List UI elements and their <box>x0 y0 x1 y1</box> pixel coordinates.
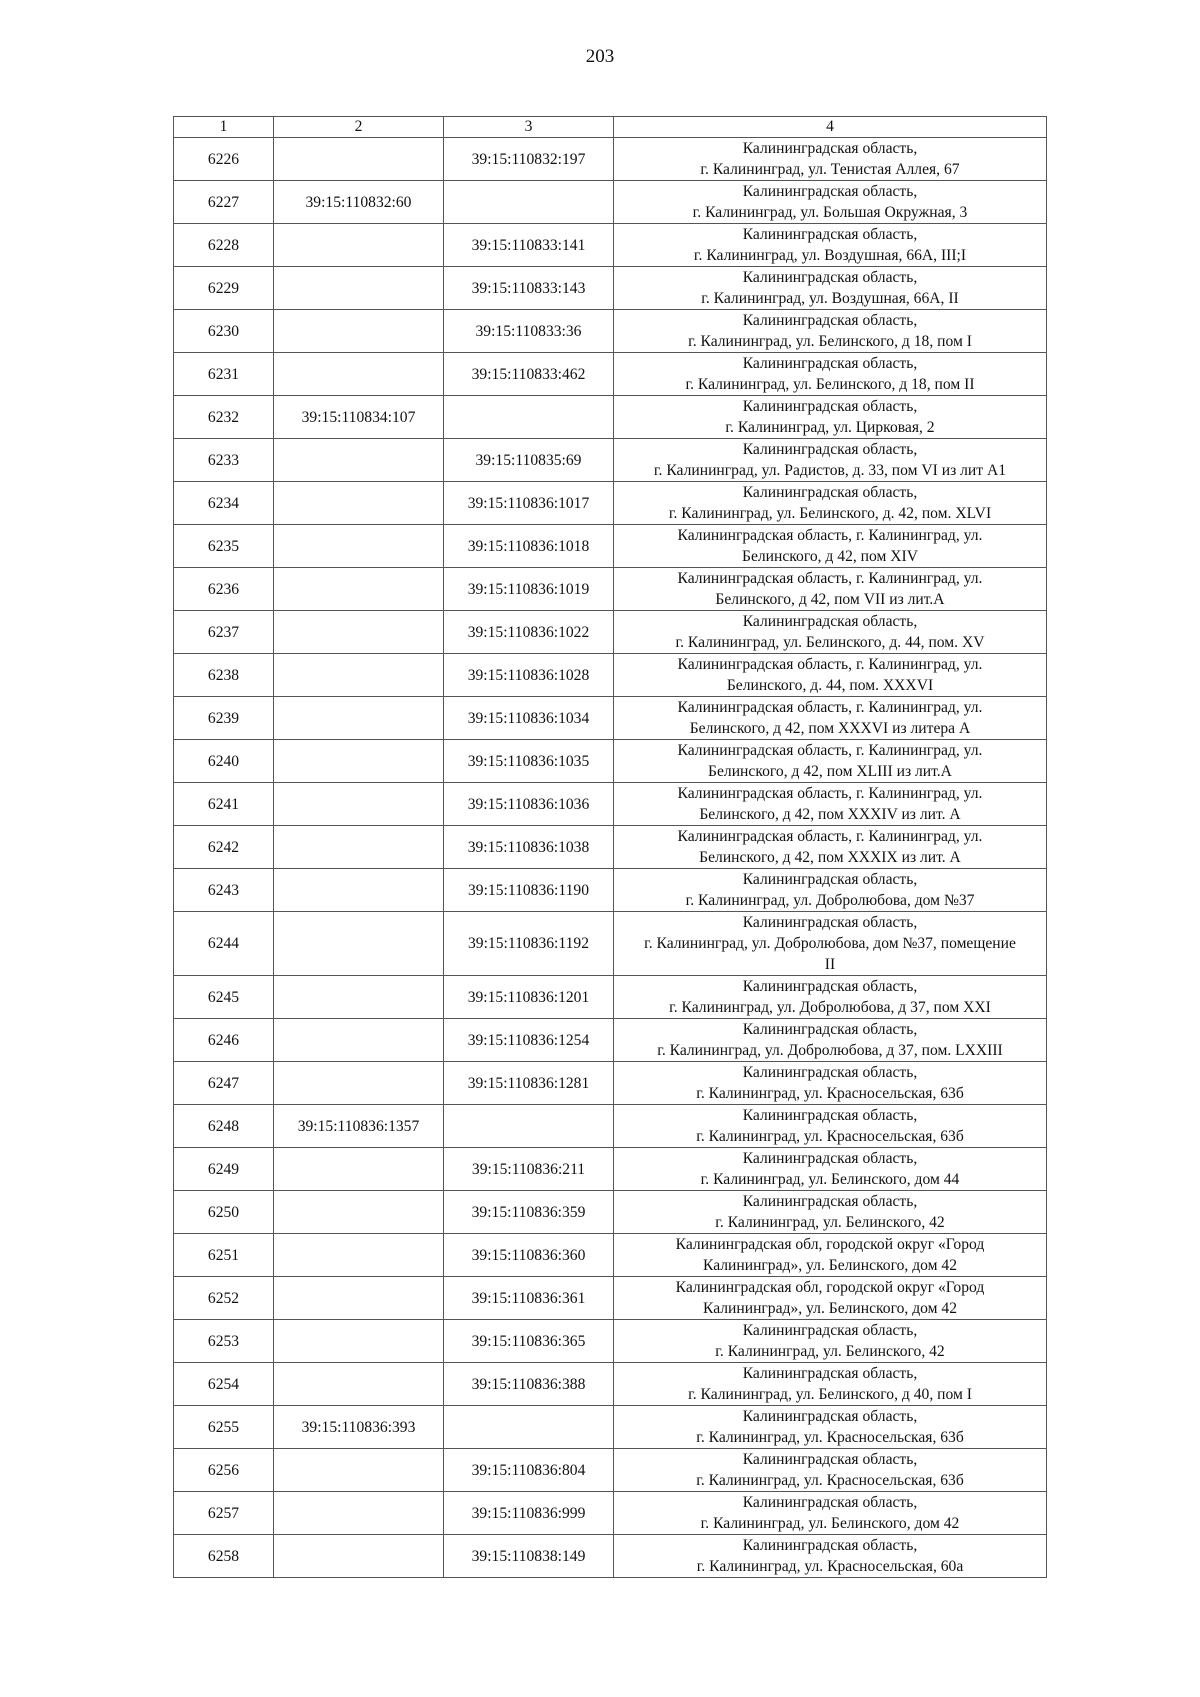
address-line: Калининградская область, <box>742 312 918 329</box>
address-line: Калининградская область, <box>742 441 918 458</box>
address-line: Белинского, д 42, пом XXXVI из литера А <box>689 720 971 737</box>
row-number-cell: 6255 <box>174 1406 274 1449</box>
table-row <box>174 783 1047 826</box>
cadastral-number-cell: 39:15:110836:393 <box>274 1406 444 1449</box>
address-line: Калининградская область, <box>742 484 918 501</box>
cadastral-number-cell <box>274 1148 444 1191</box>
cadastral-number-cell <box>274 138 444 181</box>
address-line: г. Калининград, ул. Цирковая, 2 <box>725 419 935 436</box>
address-cell <box>614 1062 1047 1105</box>
address-cell <box>614 181 1047 224</box>
address-line: г. Калининград, ул. Радистов, д. 33, пом VI из лит А1 <box>653 462 1007 479</box>
address-line: Белинского, д 42, пом XLIII из лит.А <box>708 763 952 780</box>
address-line: Калининградская область, <box>742 226 918 243</box>
header-col-3: 3 <box>444 117 614 138</box>
cadastral-number-cell <box>274 439 444 482</box>
address-line: г. Калининград, ул. Красносельская, 63б <box>696 1128 964 1145</box>
address-line: г. Калининград, ул. Белинского, д. 44, пом. XV <box>675 634 985 651</box>
cadastral-number-cell <box>274 224 444 267</box>
row-number-cell: 6234 <box>174 482 274 525</box>
row-number-cell: 6230 <box>174 310 274 353</box>
address-cell <box>614 1363 1047 1406</box>
address-cell <box>614 224 1047 267</box>
address-cell <box>614 783 1047 826</box>
row-number-cell: 6248 <box>174 1105 274 1148</box>
table-row <box>174 1148 1047 1191</box>
address-line: г. Калининград, ул. Белинского, дом 42 <box>700 1515 960 1532</box>
cadastral-number-cell <box>274 654 444 697</box>
address-line: г. Калининград, ул. Белинского, д. 42, пом. XLVI <box>668 505 992 522</box>
address-cell <box>614 353 1047 396</box>
row-number-cell: 6237 <box>174 611 274 654</box>
address-line: г. Калининград, ул. Добролюбова, дом №37, помещение <box>644 935 1016 952</box>
cadastral-number-cell <box>444 1406 614 1449</box>
address-line: г. Калининград, ул. Большая Окружная, 3 <box>692 204 968 221</box>
table-row <box>174 1062 1047 1105</box>
address-line: г. Калининград, ул. Красносельская, 63б <box>696 1429 964 1446</box>
address-line: г. Калининград, ул. Белинского, 42 <box>715 1214 945 1231</box>
row-number-cell: 6227 <box>174 181 274 224</box>
cadastral-number-cell <box>274 525 444 568</box>
address-cell <box>614 1492 1047 1535</box>
address-line: г. Калининград, ул. Красносельская, 60а <box>696 1558 964 1575</box>
address-cell <box>614 1320 1047 1363</box>
row-number-cell: 6251 <box>174 1234 274 1277</box>
address-line: Калининградская область, г. Калининград, ул. <box>677 527 983 544</box>
address-cell <box>614 1234 1047 1277</box>
row-number-cell: 6258 <box>174 1535 274 1578</box>
address-line: Калининград», ул. Белинского, дом 42 <box>703 1300 957 1317</box>
address-line: II <box>824 956 836 973</box>
row-number-cell: 6244 <box>174 912 274 976</box>
address-cell <box>614 1191 1047 1234</box>
row-number-cell: 6242 <box>174 826 274 869</box>
cadastral-number-cell: 39:15:110832:60 <box>274 181 444 224</box>
row-number-cell: 6250 <box>174 1191 274 1234</box>
address-line: г. Калининград, ул. Добролюбова, дом №37 <box>685 892 975 909</box>
address-line: Калининградская область, <box>742 1408 918 1425</box>
cadastral-number-cell: 39:15:110833:36 <box>444 310 614 353</box>
address-line: Калининградская обл, городской округ «Город <box>675 1279 985 1296</box>
address-cell <box>614 568 1047 611</box>
table-row <box>174 353 1047 396</box>
row-number-cell: 6236 <box>174 568 274 611</box>
cadastral-number-cell <box>274 1062 444 1105</box>
table-row <box>174 912 1047 976</box>
address-line: Калининградская область, <box>742 398 918 415</box>
address-line: Калининградская область, <box>742 1322 918 1339</box>
table-row <box>174 697 1047 740</box>
cadastral-number-cell: 39:15:110836:1038 <box>444 826 614 869</box>
row-number-cell: 6238 <box>174 654 274 697</box>
cadastral-number-cell <box>444 396 614 439</box>
row-number-cell: 6256 <box>174 1449 274 1492</box>
address-line: Калининградская область, г. Калининград, ул. <box>677 785 983 802</box>
address-line: г. Калининград, ул. Белинского, 42 <box>715 1343 945 1360</box>
cadastral-number-cell <box>274 310 444 353</box>
table-body <box>174 138 1047 1578</box>
cadastral-number-cell <box>274 1277 444 1320</box>
table-row <box>174 224 1047 267</box>
cadastral-number-cell: 39:15:110836:1357 <box>274 1105 444 1148</box>
row-number-cell: 6241 <box>174 783 274 826</box>
address-line: г. Калининград, ул. Белинского, д 18, пом II <box>685 376 975 393</box>
address-cell <box>614 439 1047 482</box>
address-cell <box>614 654 1047 697</box>
header-row <box>174 117 1047 138</box>
cadastral-number-cell <box>274 267 444 310</box>
table-row <box>174 1406 1047 1449</box>
row-number-cell: 6245 <box>174 976 274 1019</box>
address-cell <box>614 267 1047 310</box>
address-line: Калининградская обл, городской округ «Город <box>675 1236 985 1253</box>
address-line: Калининградская область, <box>742 1064 918 1081</box>
address-line: Калининградская область, г. Калининград, ул. <box>677 828 983 845</box>
cadastral-number-cell <box>274 1019 444 1062</box>
table-row <box>174 869 1047 912</box>
address-line: Калининградская область, <box>742 1150 918 1167</box>
address-line: г. Калининград, ул. Белинского, д 40, пом I <box>688 1386 972 1403</box>
address-line: Белинского, д 42, пом XXXIV из лит. А <box>699 806 961 823</box>
table-row <box>174 267 1047 310</box>
row-number-cell: 6249 <box>174 1148 274 1191</box>
table-row <box>174 611 1047 654</box>
address-line: г. Калининград, ул. Белинского, дом 44 <box>700 1171 960 1188</box>
address-cell <box>614 482 1047 525</box>
address-cell <box>614 138 1047 181</box>
address-line: Калининградская область, <box>742 1107 918 1124</box>
table-row <box>174 310 1047 353</box>
address-line: Калининградская область, <box>742 1494 918 1511</box>
table-row <box>174 1105 1047 1148</box>
table-row <box>174 1535 1047 1578</box>
row-number-cell: 6231 <box>174 353 274 396</box>
address-cell <box>614 1535 1047 1578</box>
address-line: г. Калининград, ул. Тенистая Аллея, 67 <box>700 161 960 178</box>
address-line: Калининградская область, <box>742 1537 918 1554</box>
cadastral-number-cell: 39:15:110836:388 <box>444 1363 614 1406</box>
cadastral-number-cell <box>274 1363 444 1406</box>
address-cell <box>614 976 1047 1019</box>
cadastral-number-cell <box>274 482 444 525</box>
address-line: Калининградская область, <box>742 1021 918 1038</box>
cadastral-number-cell: 39:15:110838:149 <box>444 1535 614 1578</box>
table-row <box>174 976 1047 1019</box>
table-row <box>174 439 1047 482</box>
address-line: Калининградская область, <box>742 613 918 630</box>
address-line: г. Калининград, ул. Воздушная, 66А, II <box>701 290 959 307</box>
table-row <box>174 1449 1047 1492</box>
table-row <box>174 525 1047 568</box>
row-number-cell: 6252 <box>174 1277 274 1320</box>
cadastral-number-cell <box>274 611 444 654</box>
table-row <box>174 181 1047 224</box>
cadastral-number-cell: 39:15:110836:359 <box>444 1191 614 1234</box>
table-row <box>174 568 1047 611</box>
address-cell <box>614 697 1047 740</box>
address-line: Калининградская область, <box>742 183 918 200</box>
address-line: г. Калининград, ул. Добролюбова, д 37, пом. LXXIII <box>657 1042 1003 1059</box>
address-cell <box>614 912 1047 976</box>
address-line: Белинского, д 42, пом XXXIX из лит. А <box>699 849 961 866</box>
cadastral-number-cell <box>444 181 614 224</box>
row-number-cell: 6246 <box>174 1019 274 1062</box>
cadastral-number-cell: 39:15:110836:1019 <box>444 568 614 611</box>
cadastral-number-cell: 39:15:110836:804 <box>444 1449 614 1492</box>
row-number-cell: 6226 <box>174 138 274 181</box>
cadastral-number-cell <box>274 353 444 396</box>
cadastral-number-cell: 39:15:110835:69 <box>444 439 614 482</box>
cadastral-number-cell: 39:15:110836:1281 <box>444 1062 614 1105</box>
address-cell <box>614 525 1047 568</box>
cadastral-number-cell <box>274 1234 444 1277</box>
address-cell <box>614 1449 1047 1492</box>
address-line: Калининградская область, <box>742 1365 918 1382</box>
address-cell <box>614 611 1047 654</box>
cadastral-number-cell: 39:15:110836:1192 <box>444 912 614 976</box>
address-cell <box>614 826 1047 869</box>
header-col-2: 2 <box>274 117 444 138</box>
address-line: Калининградская область, <box>742 1193 918 1210</box>
cadastral-number-cell: 39:15:110834:107 <box>274 396 444 439</box>
cadastral-number-cell: 39:15:110836:1190 <box>444 869 614 912</box>
row-number-cell: 6257 <box>174 1492 274 1535</box>
table-row <box>174 1363 1047 1406</box>
address-line: Калининградская область, <box>742 355 918 372</box>
cadastral-number-cell <box>274 568 444 611</box>
address-line: Калининградская область, г. Калининград, ул. <box>677 570 983 587</box>
address-cell <box>614 1406 1047 1449</box>
address-cell <box>614 1148 1047 1191</box>
row-number-cell: 6229 <box>174 267 274 310</box>
cadastral-number-cell: 39:15:110836:1254 <box>444 1019 614 1062</box>
header-col-1: 1 <box>174 117 274 138</box>
address-line: Калининградская область, <box>742 1451 918 1468</box>
row-number-cell: 6254 <box>174 1363 274 1406</box>
cadastral-number-cell: 39:15:110836:1036 <box>444 783 614 826</box>
cadastral-number-cell: 39:15:110833:141 <box>444 224 614 267</box>
row-number-cell: 6233 <box>174 439 274 482</box>
address-line: Калининградская область, г. Калининград, ул. <box>677 699 983 716</box>
row-number-cell: 6243 <box>174 869 274 912</box>
cadastral-number-cell: 39:15:110836:1028 <box>444 654 614 697</box>
cadastral-number-cell <box>274 1492 444 1535</box>
cadastral-number-cell: 39:15:110836:1035 <box>444 740 614 783</box>
cadastral-number-cell <box>274 912 444 976</box>
address-line: Калининградская область, <box>742 871 918 888</box>
address-line: г. Калининград, ул. Воздушная, 66А, III;I <box>693 247 967 264</box>
row-number-cell: 6247 <box>174 1062 274 1105</box>
address-cell <box>614 1277 1047 1320</box>
row-number-cell: 6228 <box>174 224 274 267</box>
address-line: Калининградская область, <box>742 914 918 931</box>
cadastral-number-cell: 39:15:110836:365 <box>444 1320 614 1363</box>
table-row <box>174 740 1047 783</box>
address-cell <box>614 869 1047 912</box>
cadastral-number-cell <box>274 1449 444 1492</box>
address-line: г. Калининград, ул. Красносельская, 63б <box>696 1472 964 1489</box>
table-row <box>174 1492 1047 1535</box>
table-row <box>174 1277 1047 1320</box>
cadastral-number-cell <box>274 740 444 783</box>
header-col-4: 4 <box>614 117 1047 138</box>
table-row <box>174 1234 1047 1277</box>
registry-table <box>173 116 1047 1578</box>
address-cell <box>614 310 1047 353</box>
address-line: Калининградская область, г. Калининград, ул. <box>677 656 983 673</box>
table-row <box>174 1019 1047 1062</box>
row-number-cell: 6239 <box>174 697 274 740</box>
address-line: Калининград», ул. Белинского, дом 42 <box>703 1257 957 1274</box>
cadastral-number-cell <box>274 826 444 869</box>
address-cell <box>614 740 1047 783</box>
cadastral-number-cell <box>274 783 444 826</box>
cadastral-number-cell: 39:15:110836:999 <box>444 1492 614 1535</box>
table-row <box>174 1320 1047 1363</box>
row-number-cell: 6235 <box>174 525 274 568</box>
address-line: г. Калининград, ул. Красносельская, 63б <box>696 1085 964 1102</box>
address-cell <box>614 396 1047 439</box>
address-line: Калининградская область, <box>742 978 918 995</box>
cadastral-number-cell <box>444 1105 614 1148</box>
address-line: Калининградская область, г. Калининград, ул. <box>677 742 983 759</box>
cadastral-number-cell: 39:15:110836:360 <box>444 1234 614 1277</box>
cadastral-number-cell: 39:15:110836:1022 <box>444 611 614 654</box>
table-row <box>174 826 1047 869</box>
cadastral-number-cell <box>274 1320 444 1363</box>
cadastral-number-cell: 39:15:110833:143 <box>444 267 614 310</box>
address-line: Белинского, д. 44, пом. XXXVI <box>726 677 934 694</box>
cadastral-number-cell: 39:15:110836:1017 <box>444 482 614 525</box>
cadastral-number-cell: 39:15:110836:211 <box>444 1148 614 1191</box>
cadastral-number-cell: 39:15:110836:1201 <box>444 976 614 1019</box>
row-number-cell: 6253 <box>174 1320 274 1363</box>
cadastral-number-cell <box>274 697 444 740</box>
cadastral-number-cell <box>274 1535 444 1578</box>
table-row <box>174 396 1047 439</box>
table-row <box>174 654 1047 697</box>
cadastral-number-cell <box>274 976 444 1019</box>
cadastral-number-cell: 39:15:110833:462 <box>444 353 614 396</box>
cadastral-number-cell <box>274 1191 444 1234</box>
table-row <box>174 482 1047 525</box>
cadastral-number-cell: 39:15:110832:197 <box>444 138 614 181</box>
cadastral-number-cell: 39:15:110836:361 <box>444 1277 614 1320</box>
page-number: 203 <box>585 46 615 67</box>
address-line: Калининградская область, <box>742 140 918 157</box>
cadastral-number-cell: 39:15:110836:1018 <box>444 525 614 568</box>
table-row <box>174 138 1047 181</box>
cadastral-number-cell: 39:15:110836:1034 <box>444 697 614 740</box>
row-number-cell: 6240 <box>174 740 274 783</box>
address-line: Белинского, д 42, пом VII из лит.А <box>715 591 945 608</box>
address-line: Белинского, д 42, пом XIV <box>741 548 918 565</box>
table-row <box>174 1191 1047 1234</box>
row-number-cell: 6232 <box>174 396 274 439</box>
address-line: г. Калининград, ул. Белинского, д 18, пом I <box>688 333 972 350</box>
cadastral-number-cell <box>274 869 444 912</box>
address-line: г. Калининград, ул. Добролюбова, д 37, пом XXI <box>669 999 991 1016</box>
address-cell <box>614 1105 1047 1148</box>
address-cell <box>614 1019 1047 1062</box>
address-line: Калининградская область, <box>742 269 918 286</box>
